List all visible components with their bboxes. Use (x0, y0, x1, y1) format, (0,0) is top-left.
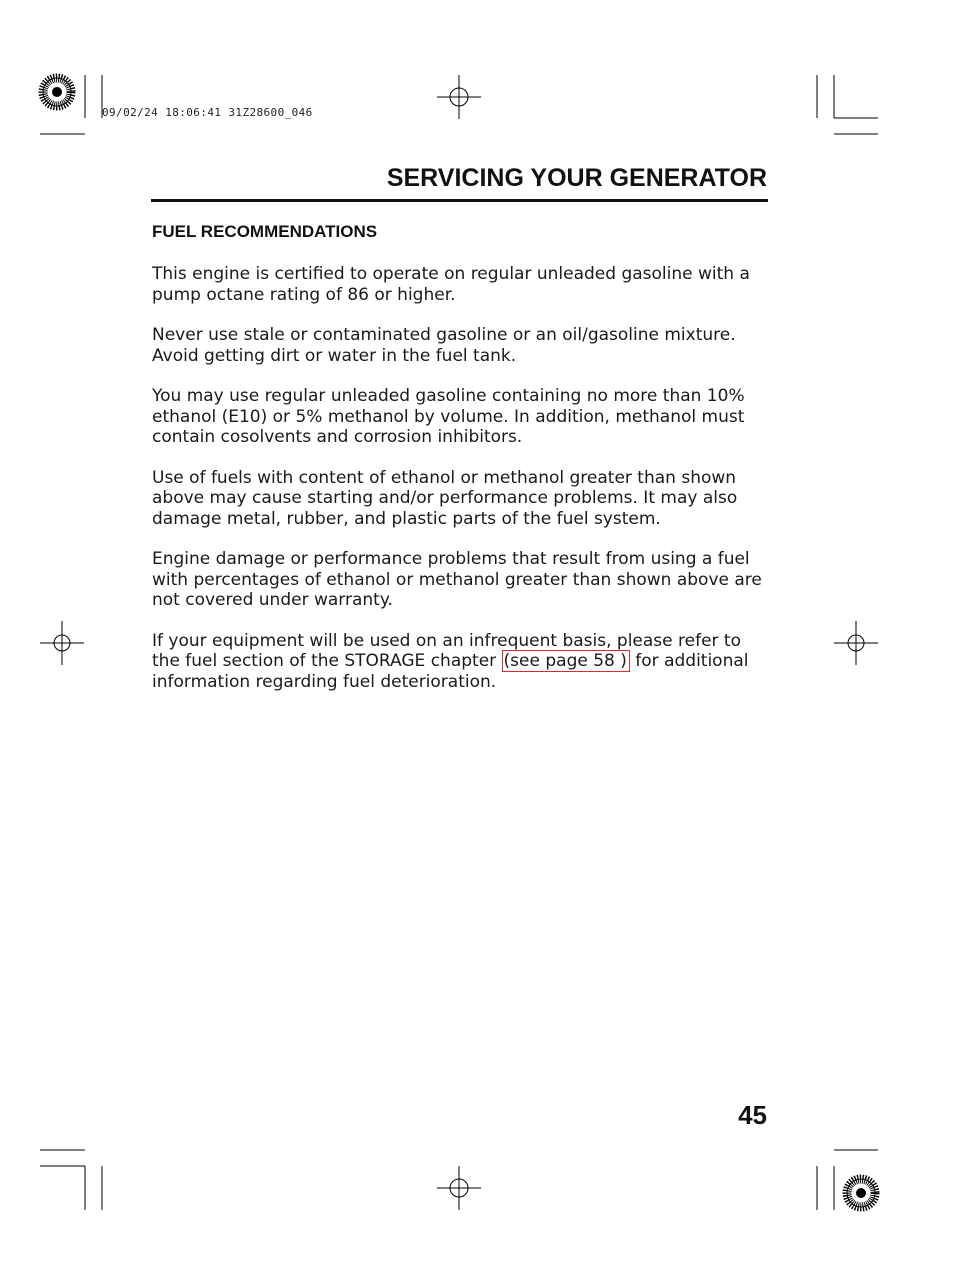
registration-target-icon (43, 78, 71, 106)
paragraph: Never use stale or contaminated gasoline or an oil/gasoline mixture. Avoid getting dirt or water in the fuel tank. (152, 325, 736, 366)
paragraph: Engine damage or performance problems that result from using a fuel with percentages of ethanol or methanol greater than shown above are not covered under warranty. (152, 549, 762, 610)
print-stamp: 09/02/24 18:06:41 31Z28600_046 (102, 106, 313, 119)
see-page-link[interactable]: (see page 58 ) (502, 650, 630, 672)
crosshair-icon (437, 1166, 481, 1210)
paragraph-text-after-link: for additional information regarding fuel deterioration. (152, 651, 749, 692)
crosshair-icon (40, 621, 84, 665)
page-number: 45 (738, 1100, 767, 1130)
paragraph: You may use regular unleaded gasoline containing no more than 10% ethanol (E10) or 5% methanol by volume. In addition, methanol must contain cosolvents and corrosion inhibitors. (152, 386, 745, 447)
title-rule (151, 199, 768, 202)
registration-target-icon (847, 1179, 875, 1207)
crosshair-icon (834, 621, 878, 665)
section-heading: FUEL RECOMMENDATIONS (152, 222, 378, 241)
paragraph-storage-reference (152, 631, 772, 693)
paragraph: Use of fuels with content of ethanol or methanol greater than shown above may cause starting and/or performance problems. It may also damage metal, rubber, and plastic parts of the fuel system. (152, 467, 738, 529)
main-content (152, 220, 772, 712)
page-title: SERVICING YOUR GENERATOR (386, 164, 767, 192)
paragraph: This engine is certified to operate on regular unleaded gasoline with a pump octane rating of 86 or higher. (152, 264, 750, 305)
paragraph-text-before-link: If your equipment will be used on an infrequent basis, please refer to the fuel section of the STORAGE chapter (152, 630, 741, 671)
crosshair-icon (437, 75, 481, 119)
